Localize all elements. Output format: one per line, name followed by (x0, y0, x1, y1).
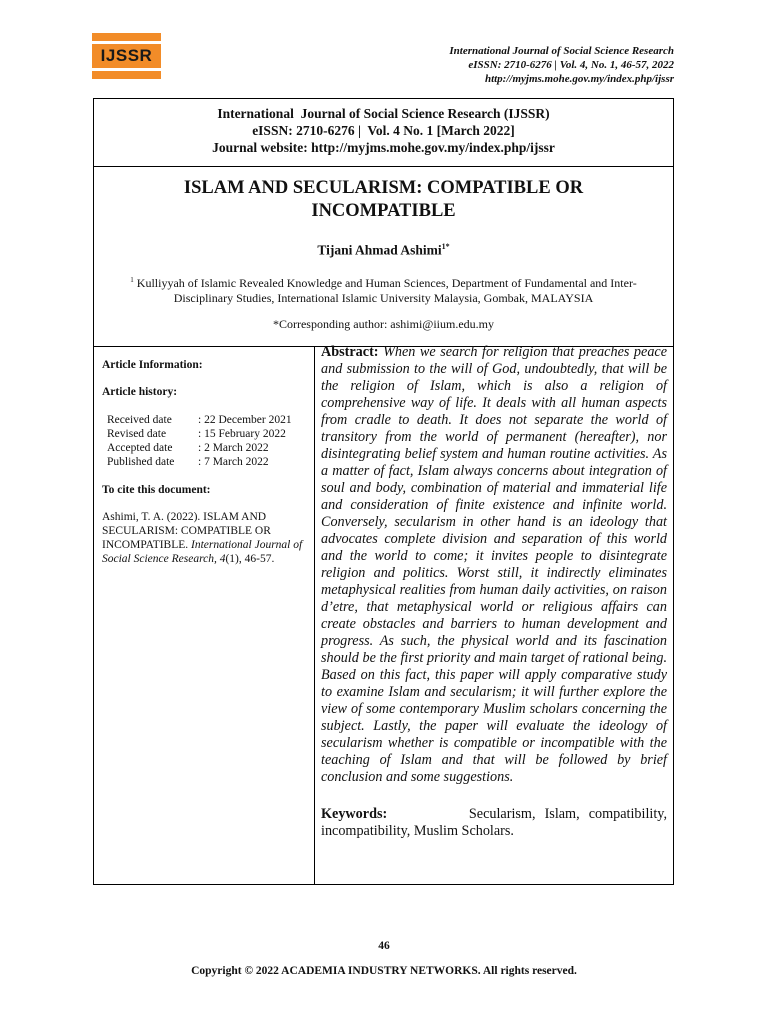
logo-text: IJSSR (100, 46, 153, 65)
author-sup: 1* (441, 242, 450, 251)
affiliation (108, 273, 659, 306)
keywords-text: Secularism, Islam, compatibility, incompatibility, Muslim Scholars. (321, 806, 667, 839)
article-info-panel (102, 358, 308, 566)
author-name (94, 242, 673, 259)
citation (102, 510, 308, 566)
header-url[interactable]: http://myjms.mohe.gov.my/index.php/ijssr (484, 73, 674, 85)
cite-heading: To cite this document: (102, 484, 211, 496)
journal-info-line3[interactable]: Journal website: http://myjms.mohe.gov.my/index.php/ijssr (212, 140, 555, 155)
article-history-heading: Article history: (102, 386, 178, 398)
history-row (107, 413, 308, 427)
keywords-label: Keywords: (321, 806, 388, 822)
author-text: Tijani Ahmad Ashimi (317, 242, 442, 258)
history-row (107, 441, 308, 455)
journal-info-line1: International Journal of Social Science Research (IJSSR) (217, 106, 550, 121)
history-value: : 22 December 2021 (198, 414, 292, 426)
column-divider (314, 346, 315, 884)
history-row (107, 427, 308, 441)
journal-logo (92, 33, 161, 79)
copyright: Copyright © 2022 ACADEMIA INDUSTRY NETWORKS. All rights reserved. (191, 965, 577, 977)
history-dates (107, 413, 308, 469)
keywords (321, 806, 667, 840)
abstract (321, 344, 667, 786)
citation-journal: International Journal of Social Science Research, (102, 539, 303, 565)
citation-pages: (1), 46-57. (225, 553, 275, 565)
article-title (94, 177, 673, 223)
running-header (449, 44, 674, 86)
title-line2: INCOMPATIBLE (311, 201, 456, 221)
history-value: : 15 February 2022 (198, 428, 286, 440)
history-label: Received date (107, 414, 172, 426)
history-label: Accepted date (107, 442, 173, 454)
history-row (107, 455, 308, 469)
abstract-text: When we search for religion that preaches peace and submission to the will of God, undoubtedly, that will be the religion of Islam, which is also a religion of comprehensive way of life. It deals with all human aspects from cradle to death. It does not separate the world of transitory from the world of permanent (hereafter), nor disintegrating belief system and human routine activities. As a matter of fact, Islam always concerns about integration of soul and body, combination of material and immaterial life and consideration of finite existence and infinite world. Conversely, secularism in other hand is an ideology that advocates complete division and separation of this world and the world to come; it invites people to disintegrate religion and politics. Worst still, it indirectly eliminates metaphysical realities from human daily activities, on raison d’etre, that metaphysical world or religious affairs can create obstacles and barriers to human development and progress. As such, the physical world and its fascination should be the first priority and main target of rational being. Based on this fact, this paper will apply comparative study to examine Islam and secularism; it will further explore the view of some contemporary Muslim scholars concerning the subject. Lastly, the paper will evaluate the ideology of secularism whether is compatible or incompatible with the teaching of Islam and that will be followed by brief conclusion and some suggestions. (321, 344, 668, 785)
article-info-heading: Article Information: (102, 359, 203, 371)
history-label: Published date (107, 456, 175, 468)
divider (94, 166, 673, 167)
title-line1: ISLAM AND SECULARISM: COMPATIBLE OR (183, 178, 584, 198)
citation-volume: 4 (219, 553, 226, 565)
journal-info-box (94, 105, 673, 156)
history-value: : 7 March 2022 (198, 456, 269, 468)
page-number: 46 (378, 940, 390, 952)
journal-info-line2: eISSN: 2710-6276 | Vol. 4 No. 1 [March 2022] (252, 123, 515, 138)
abstract-label: Abstract: (321, 344, 379, 360)
citation-text: Ashimi, T. A. (2022). ISLAM AND SECULARISM: COMPATIBLE OR INCOMPATIBLE. (102, 511, 271, 551)
corresponding-author: *Corresponding author: ashimi@iium.edu.my (272, 317, 495, 331)
header-issn: eISSN: 2710-6276 | Vol. 4, No. 1, 46-57, 2022 (468, 59, 674, 71)
history-value: : 2 March 2022 (198, 442, 269, 454)
affiliation-sup: 1 (130, 276, 134, 284)
abstract-panel (321, 344, 667, 840)
affiliation-text: Kulliyyah of Islamic Revealed Knowledge and Human Sciences, Department of Fundamental and Inter-Disciplinary Studies, International Islamic University Malaysia, Gombak, MALAYSIA (136, 276, 637, 305)
article-frame (93, 98, 674, 885)
history-label: Revised date (107, 428, 167, 440)
header-journal: International Journal of Social Science Research (449, 45, 674, 57)
